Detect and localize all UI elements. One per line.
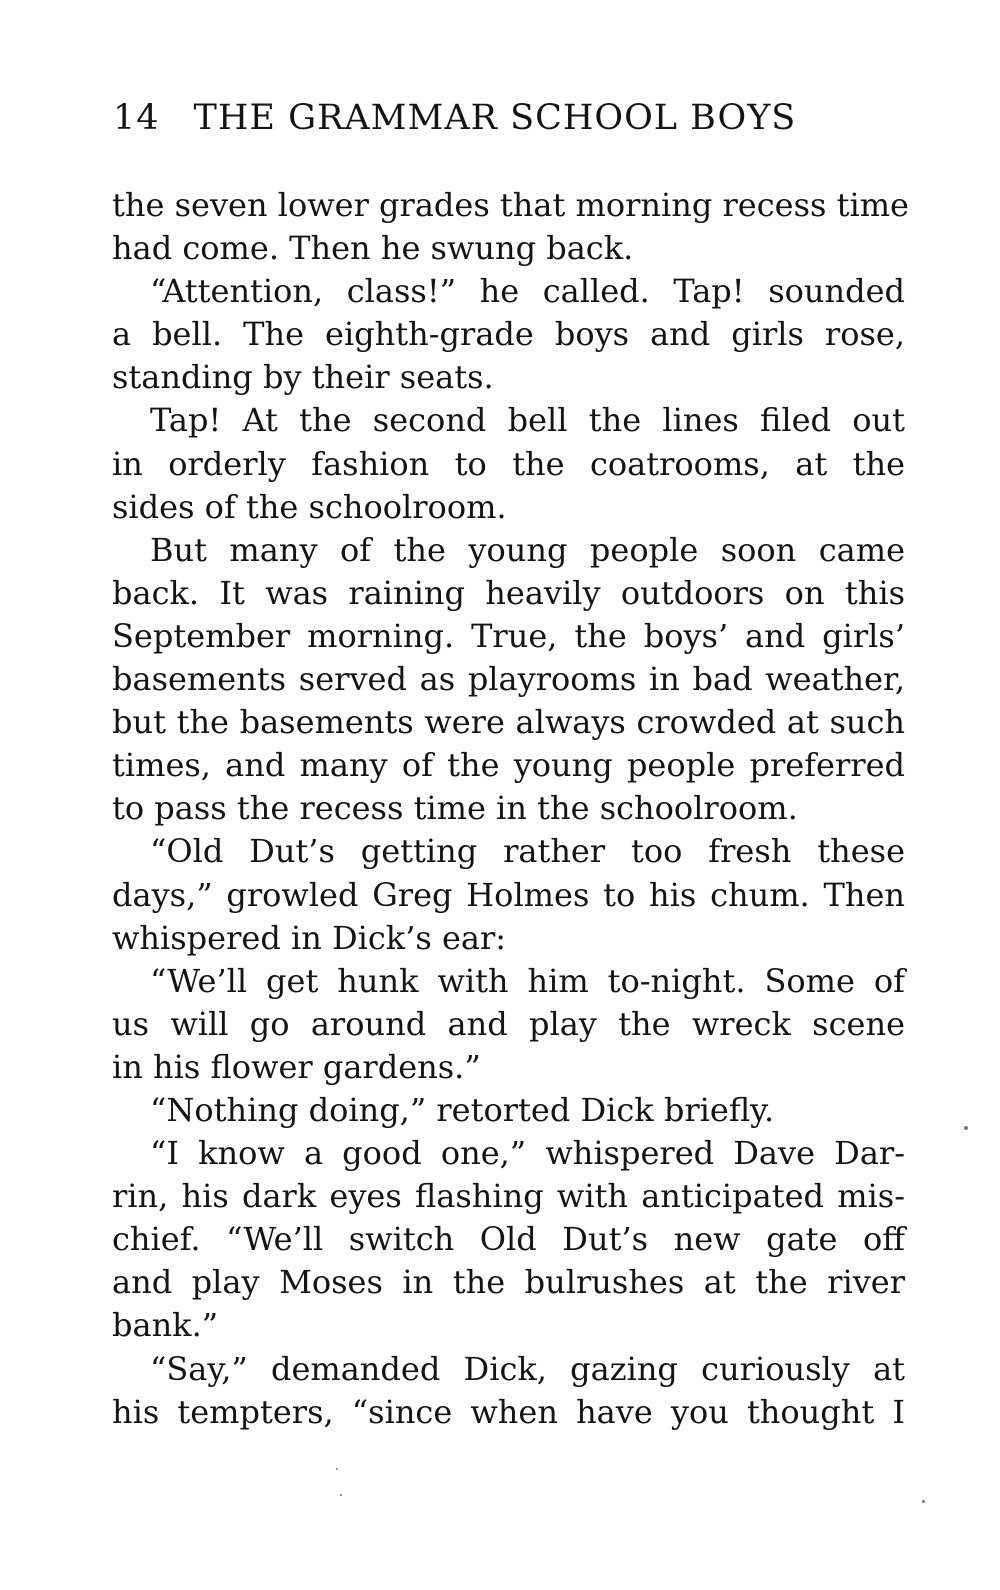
scan-speck <box>336 1468 338 1470</box>
text-line: September morning. True, the boys’ and girls’ <box>112 616 905 655</box>
text-line: times, and many of the young people preferred <box>112 746 905 785</box>
text-line: standing by their seats. <box>112 358 494 397</box>
text-line: in his flower gardens.” <box>112 1047 481 1086</box>
text-line: back. It was raining heavily outdoors on this <box>112 573 905 612</box>
page-number: 14 <box>113 98 160 138</box>
running-head <box>113 92 833 144</box>
text-line: “We’ll get hunk with him to-night. Some of <box>150 961 905 1000</box>
text-line: sides of the schoolroom. <box>112 487 507 526</box>
text-line: chief. “We’ll switch Old Dut’s new gate off <box>112 1220 905 1259</box>
running-title: THE GRAMMAR SCHOOL BOYS <box>193 98 797 138</box>
text-line: but the basements were always crowded at such <box>112 703 905 742</box>
text-line: had come. Then he swung back. <box>112 229 634 268</box>
scan-speck <box>922 1500 925 1503</box>
text-line: to pass the recess time in the schoolroom. <box>112 789 798 828</box>
text-line: and play Moses in the bulrushes at the river <box>112 1263 905 1302</box>
text-line: whispered in Dick’s ear: <box>112 918 507 957</box>
scan-speck <box>340 1494 342 1496</box>
text-line: his tempters, “since when have you thought I <box>112 1392 905 1431</box>
body-text <box>112 184 909 1434</box>
text-line: bank.” <box>112 1306 219 1345</box>
text-line: in orderly fashion to the coatrooms, at the <box>112 444 905 483</box>
text-line: “Say,” demanded Dick, gazing curiously at <box>150 1349 905 1388</box>
text-line: Tap! At the second bell the lines filed out <box>150 401 905 440</box>
scan-speck <box>964 1126 968 1130</box>
text-line: the seven lower grades that morning recess time <box>112 186 909 224</box>
text-line: “I know a good one,” whispered Dave Dar- <box>150 1134 905 1173</box>
text-line: “Attention, class!” he called. Tap! sounded <box>150 272 905 311</box>
text-line: But many of the young people soon came <box>150 530 905 569</box>
text-line: “Old Dut’s getting rather too fresh these <box>150 832 905 871</box>
text-line: rin, his dark eyes flashing with anticipated mis- <box>112 1177 905 1216</box>
text-line: “Nothing doing,” retorted Dick briefly. <box>150 1090 775 1129</box>
text-line: us will go around and play the wreck scene <box>112 1004 905 1043</box>
text-line: days,” growled Greg Holmes to his chum. Then <box>112 875 905 914</box>
text-line: basements served as playrooms in bad weather, <box>112 660 905 699</box>
text-line: a bell. The eighth-grade boys and girls rose, <box>112 315 905 354</box>
